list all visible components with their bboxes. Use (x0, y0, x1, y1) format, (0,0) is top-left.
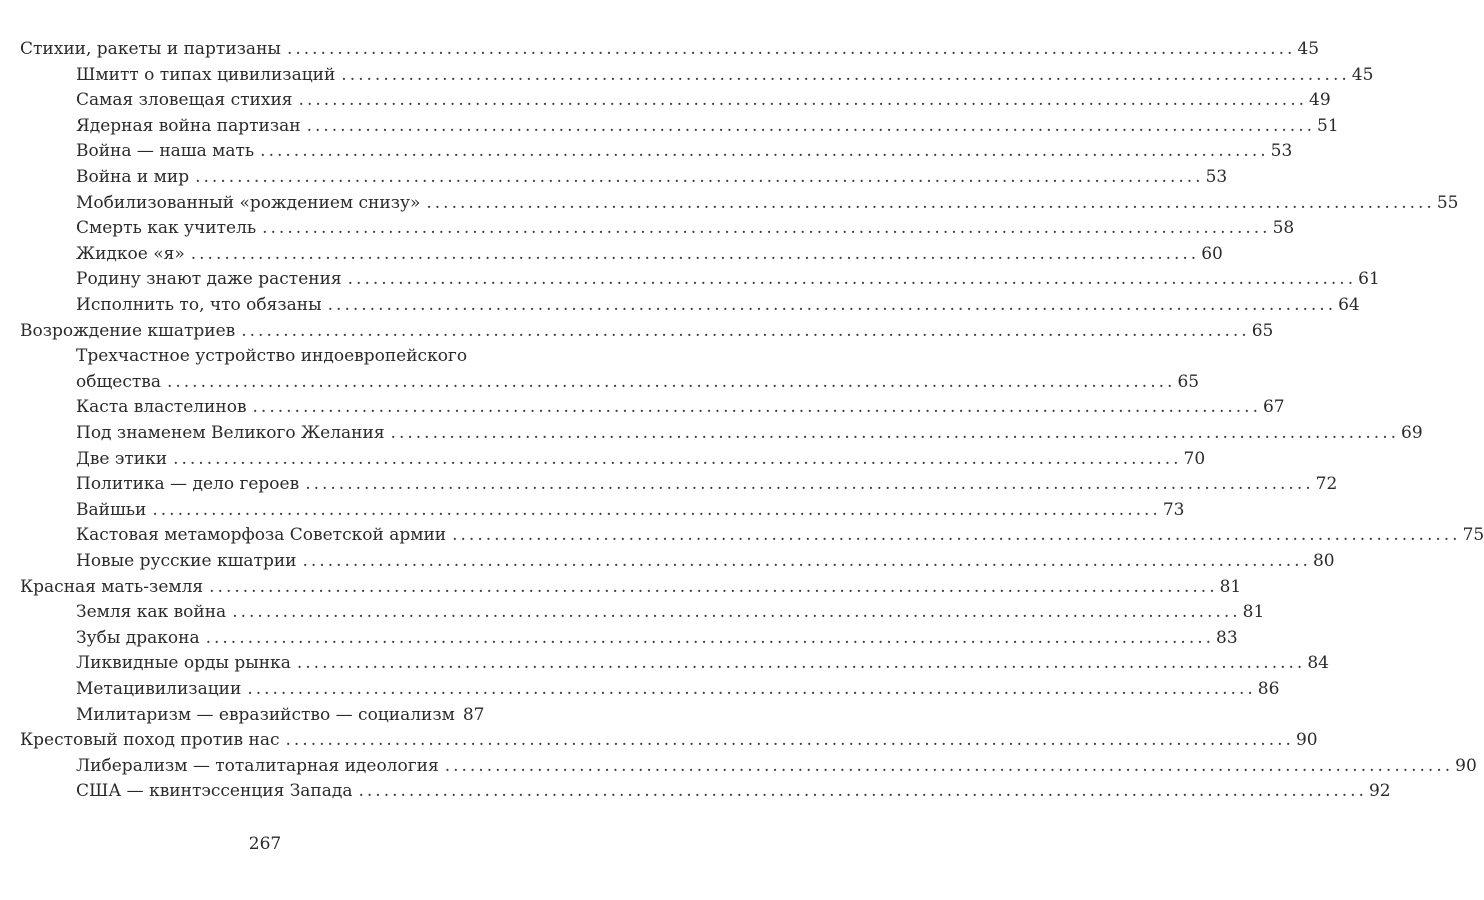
toc-entry-title: Метацивилизации (76, 679, 242, 699)
toc-section (76, 778, 1391, 804)
toc-entry-page: 81 (1219, 576, 1242, 597)
leader-dots: ........................................................................................................................ (298, 90, 1308, 111)
toc-entry-page: 87 (462, 704, 485, 725)
leader-dots: ........................................................................................................................ (247, 679, 1256, 699)
toc-entry-title: общества (76, 371, 161, 392)
toc-entry-title: Смерть как учитель (76, 218, 257, 239)
toc-entry-page: 72 (1315, 474, 1338, 495)
toc-section (76, 702, 485, 728)
toc-entry-page: 53 (1270, 141, 1293, 162)
leader-dots: ........................................................................................................................ (426, 192, 1435, 213)
toc-entry-page: 60 (1201, 243, 1223, 264)
toc-entry-page: 67 (1262, 397, 1285, 418)
toc-entry-title: Война — наша мать (76, 141, 255, 162)
leader-dots: ........................................................................................................................ (358, 781, 1367, 802)
leader-dots: ........................................................................................................................ (305, 474, 1314, 495)
toc-chapter (20, 318, 1274, 344)
toc-entry-title: Война и мир (76, 167, 190, 187)
toc-section (76, 753, 1477, 779)
toc-section (76, 650, 1329, 676)
toc-entry-page: 45 (1297, 39, 1320, 59)
toc-entry-page: 55 (1436, 192, 1459, 213)
leader-dots: ........................................................................................................................ (166, 371, 1176, 392)
leader-dots: ........................................................................................................................ (241, 320, 1250, 341)
toc-section (76, 676, 1280, 702)
toc-entry-title: Крестовый поход против нас (20, 730, 280, 751)
leader-dots: ........................................................................................................................ (296, 653, 1306, 674)
toc-entry-title: Возрождение кшатриев (20, 320, 236, 341)
toc-entry-title: Каста властелинов (76, 397, 247, 418)
toc-chapter (20, 574, 1242, 600)
toc-entry-page: 65 (1177, 371, 1200, 392)
toc-section (76, 138, 1293, 164)
toc-entry-title: Родину знают даже растения (76, 269, 342, 290)
toc-section (76, 241, 1223, 267)
page-number: 267 (248, 834, 282, 854)
toc-section (76, 394, 1285, 420)
toc-entry-title: Две этики (76, 448, 168, 469)
toc-entry-title: Новые русские кшатрии (76, 551, 297, 571)
toc-entry-page: 61 (1358, 269, 1380, 290)
toc-chapter (20, 36, 1320, 62)
toc-entry-title: Красная мать-земля (20, 576, 204, 597)
toc-entry-page: 45 (1351, 64, 1374, 85)
toc-section (76, 420, 1423, 446)
toc-section (76, 548, 1335, 574)
leader-dots: ........................................................................................................................ (152, 499, 1161, 520)
leader-dots: ........................................................................................................................ (390, 423, 1400, 443)
toc-entry-title: Шмитт о типах цивилизаций (76, 64, 336, 85)
toc-entry-page: 65 (1251, 320, 1274, 341)
leader-dots: ........................................................................................................................ (285, 730, 1294, 751)
toc-entry-page: 51 (1317, 115, 1339, 136)
leader-dots: ........................................................................................................................ (205, 627, 1215, 648)
toc-entry-title: Мобилизованный «рождением снизу» (76, 192, 421, 213)
toc-section (76, 446, 1206, 472)
toc-entry-title: Вайшьи (76, 499, 147, 520)
leader-dots: ........................................................................................................................ (302, 551, 1311, 571)
toc-entry-title: Исполнить то, что обязаны (76, 295, 322, 315)
leader-dots: ........................................................................................................................ (444, 755, 1454, 776)
leader-dots: ........................................................................................................................ (195, 167, 1204, 187)
toc-entry-page: 84 (1307, 653, 1329, 674)
toc-entry-page: 73 (1162, 499, 1185, 520)
leader-dots: ........................................................................................................................ (209, 576, 1218, 597)
leader-dots: ........................................................................................................................ (286, 39, 1296, 59)
toc-section (76, 369, 1200, 395)
leader-dots: ........................................................................................................................ (341, 64, 1350, 85)
toc-entry-title: Либерализм — тоталитарная идеология (76, 755, 439, 776)
toc-entry-title: США — квинтэссенция Запада (76, 781, 353, 802)
toc-entry-page: 53 (1205, 167, 1228, 187)
leader-dots: ........................................................................................................................ (232, 602, 1241, 623)
toc-section (76, 471, 1338, 497)
toc-section (76, 87, 1331, 113)
leader-dots: ........................................................................................................................ (190, 243, 1200, 264)
toc-entry-page: 49 (1309, 90, 1331, 111)
toc-entry-title: Ядерная война партизан (76, 115, 301, 136)
toc-entry-page: 70 (1183, 448, 1206, 469)
toc-section (76, 292, 1360, 318)
toc-entry-page: 64 (1338, 295, 1360, 315)
toc-entry-title: Ликвидные орды рынка (76, 653, 291, 674)
leader-dots: ........................................................................................................................ (260, 141, 1269, 162)
toc-entry-title: Зубы дракона (76, 627, 200, 648)
toc-entry-title: Политика — дело героев (76, 474, 300, 495)
toc-entry-page: 90 (1455, 755, 1477, 776)
leader-dots: ........................................................................................................................ (347, 269, 1357, 290)
toc-section (76, 190, 1459, 216)
leader-dots: ........................................................................................................................ (173, 448, 1182, 469)
toc-section (76, 62, 1374, 88)
toc-entry-page: 86 (1257, 679, 1280, 699)
toc-entry-page: 90 (1295, 730, 1318, 751)
toc-entry-page: 75 (1462, 525, 1484, 546)
leader-dots: ........................................................................................................................ (252, 397, 1261, 418)
toc-section (76, 599, 1265, 625)
toc-entry-page: 58 (1272, 218, 1295, 239)
toc-entry-title: Кастовая метаморфоза Советской армии (76, 525, 447, 546)
toc-entry-page: 83 (1216, 627, 1238, 648)
toc-entry-page: 80 (1312, 551, 1335, 571)
toc-entry-title: Земля как война (76, 602, 227, 623)
toc-section (76, 497, 1185, 523)
leader-dots: ........................................................................................................................ (306, 115, 1316, 136)
toc-section (76, 266, 1380, 292)
toc-entry-page: 69 (1401, 423, 1423, 443)
toc-entry-title-line: Трехчастное устройство индоевропейского (76, 346, 468, 367)
toc-section (76, 164, 1228, 190)
toc-entry-title: Милитаризм — евразийство — социализм (76, 704, 455, 725)
toc-entry-title: Под знаменем Великого Желания (76, 423, 385, 443)
toc-entry-page: 92 (1368, 781, 1391, 802)
toc-section (76, 113, 1339, 139)
toc-section (76, 625, 1238, 651)
toc-entry-title: Стихии, ракеты и партизаны (20, 39, 281, 59)
toc-section (76, 522, 1484, 548)
toc-entry-page: 81 (1242, 602, 1265, 623)
toc-entry-title: Самая зловещая стихия (76, 90, 293, 111)
toc-chapter (20, 727, 1318, 753)
leader-dots: ........................................................................................................................ (327, 295, 1337, 315)
leader-dots: ........................................................................................................................ (452, 525, 1461, 546)
leader-dots: ........................................................................................................................ (262, 218, 1271, 239)
toc-entry-title: Жидкое «я» (76, 243, 185, 264)
toc-section (76, 215, 1295, 241)
